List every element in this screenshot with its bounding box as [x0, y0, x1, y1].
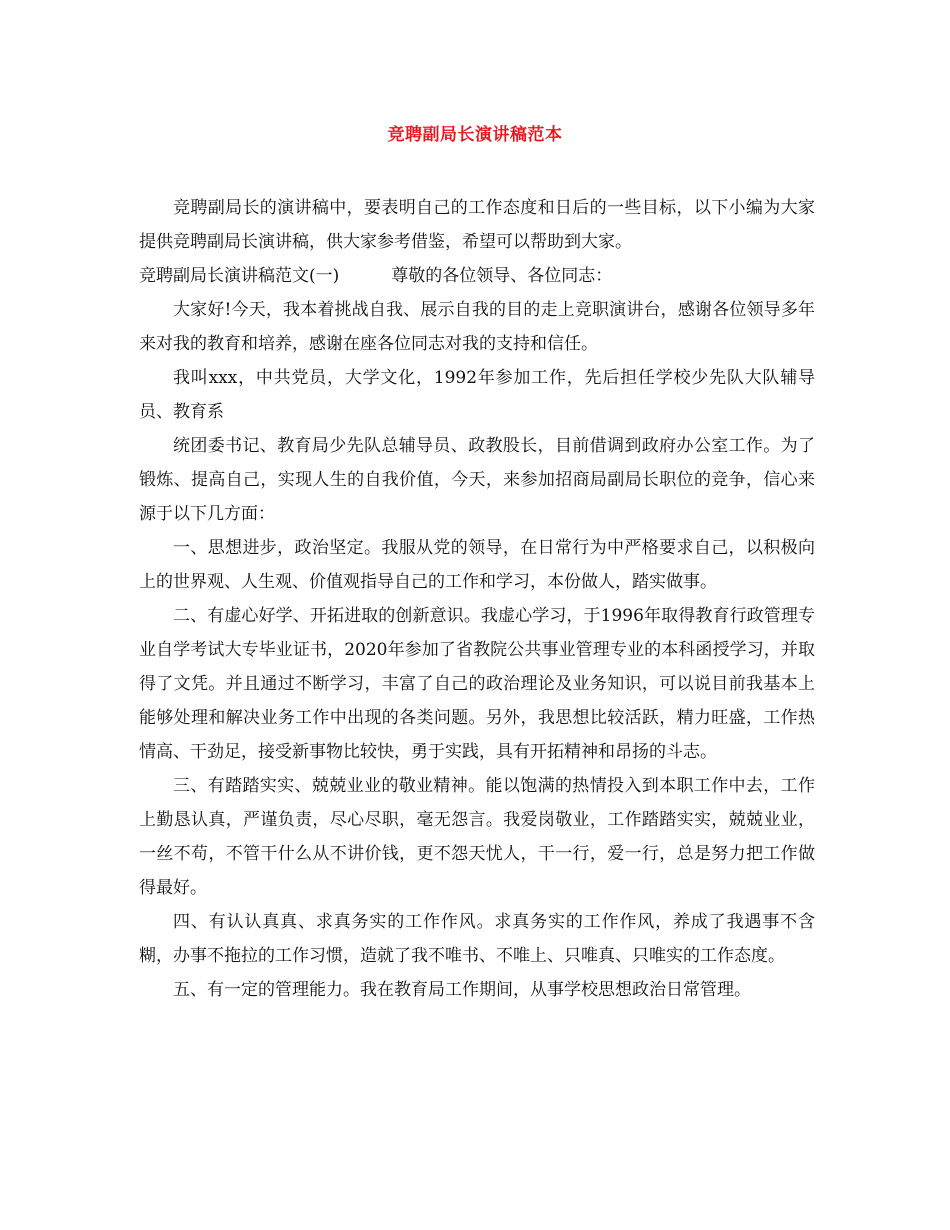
body-paragraph: 四、有认认真真、求真务实的工作作风。求真务实的工作作风，养成了我遇事不含糊，办事不拖拉的工作习惯，造就了我不唯书、不唯上、只唯真、只唯实的工作态度。: [139, 912, 815, 966]
body-paragraph: 三、有踏踏实实、兢兢业业的敬业精神。能以饱满的热情投入到本职工作中去，工作上勤恳认真，严谨负责，尽心尽职，毫无怨言。我爱岗敬业，工作踏踏实实，兢兢业业，一丝不苟，不管干什么从不讲价钱，更不怨天忧人，干一行，爱一行，总是努力把工作做得最好。: [139, 776, 815, 898]
body-paragraph: 五、有一定的管理能力。我在教育局工作期间，从事学校思想政治日常管理。: [173, 980, 751, 1000]
body-paragraph: 统团委书记、教育局少先队总辅导员、政教股长，目前借调到政府办公室工作。为了锻炼、提高自己，实现人生的自我价值，今天，来参加招商局副局长职位的竞争，信心来源于以下几方面：: [139, 436, 815, 524]
section-heading: 竞聘副局长演讲稿范文(一): [139, 266, 340, 286]
body-paragraph: 我叫xxx，中共党员，大学文化，1992年参加工作，先后担任学校少先队大队辅导员、教育系: [139, 368, 815, 422]
body-paragraph: 一、思想进步，政治坚定。我服从党的领导，在日常行为中严格要求自己，以积极向上的世界观、人生观、价值观指导自己的工作和学习，本份做人，踏实做事。: [139, 538, 815, 592]
body-paragraph: 二、有虚心好学、开拓进取的创新意识。我虚心学习，于1996年取得教育行政管理专业自学考试大专毕业证书，2020年参加了省教院公共事业管理专业的本科函授学习，并取得了文凭。并且通过不断学习，丰富了自己的政治理论及业务知识，可以说目前我基本上能够处理和解决业务工作中出现的各类问题。另外，我思想比较活跃，精力旺盛，工作热情高、干劲足，接受新事物比较快，勇于实践，具有开拓精神和昂扬的斗志。: [139, 606, 815, 762]
intro-paragraph: 竞聘副局长的演讲稿中，要表明自己的工作态度和日后的一些目标，以下小编为大家提供竞聘副局长演讲稿，供大家参考借鉴，希望可以帮助到大家。: [139, 198, 815, 252]
section-heading-line: [139, 259, 815, 293]
salutation: 尊敬的各位领导、各位同志：: [391, 266, 613, 286]
document-body: [139, 191, 815, 1007]
document-title: 竞聘副局长演讲稿范本: [387, 125, 563, 145]
body-paragraph: 大家好!今天，我本着挑战自我、展示自我的目的走上竞职演讲台，感谢各位领导多年来对我的教育和培养，感谢在座各位同志对我的支持和信任。: [139, 300, 815, 354]
